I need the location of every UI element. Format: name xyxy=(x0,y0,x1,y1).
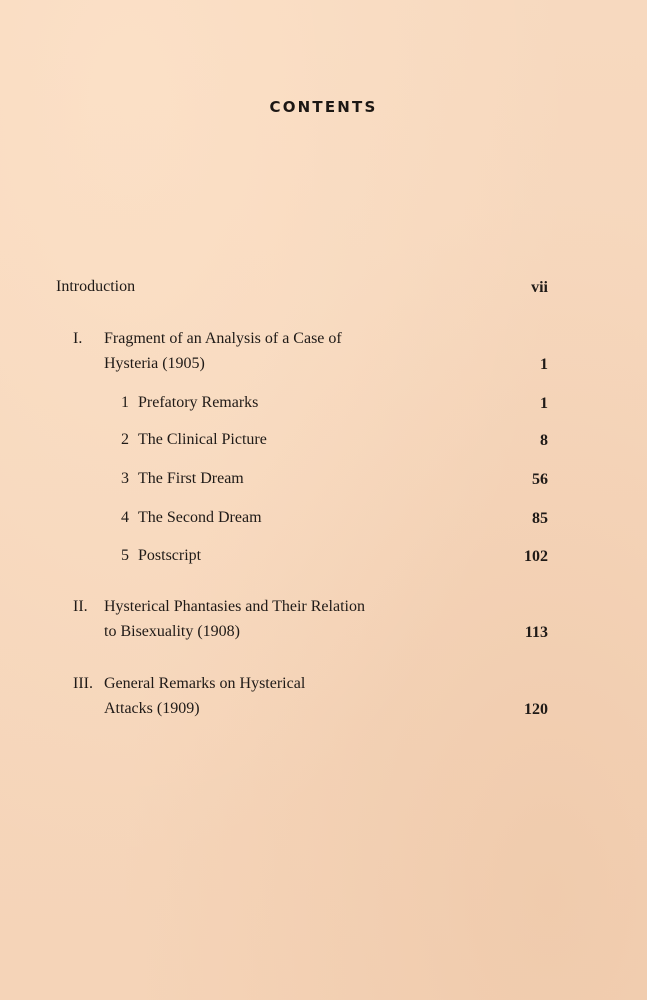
part-title-line-1: General Remarks on Hysterical xyxy=(104,675,306,692)
part-title-line-2: Hysteria (1905) xyxy=(104,355,205,372)
toc-page-number: 113 xyxy=(524,624,548,641)
part-numeral: I. xyxy=(73,330,83,347)
part-numeral: III. xyxy=(73,675,93,692)
part-title-line-1: Fragment of an Analysis of a Case of xyxy=(104,330,342,347)
toc-page-number: 102 xyxy=(524,548,548,565)
chapter-title: Postscript xyxy=(138,547,202,564)
part-title-line-1: Hysterical Phantasies and Their Relation xyxy=(104,598,365,615)
toc-title: Introduction xyxy=(56,278,136,295)
chapter-number: 5 xyxy=(121,547,129,564)
chapter-number: 2 xyxy=(121,431,129,448)
chapter-number: 3 xyxy=(121,470,129,487)
chapter-number: 4 xyxy=(121,509,129,526)
toc-page-number: 85 xyxy=(532,510,548,527)
part-title-line-2: to Bisexuality (1908) xyxy=(104,623,240,640)
toc-page-number: 120 xyxy=(524,701,548,718)
toc-page-number: 56 xyxy=(532,471,548,488)
part-title-line-2: Attacks (1909) xyxy=(104,700,200,717)
toc-page-number: 1 xyxy=(540,395,548,412)
contents-heading: CONTENTS xyxy=(269,98,378,116)
toc-page-number: 8 xyxy=(540,432,548,449)
chapter-number: 1 xyxy=(121,394,129,411)
toc-page-number: 1 xyxy=(540,356,548,373)
chapter-title: The Clinical Picture xyxy=(138,431,267,448)
chapter-title: The Second Dream xyxy=(138,509,262,526)
part-numeral: II. xyxy=(73,598,88,615)
chapter-title: The First Dream xyxy=(138,470,244,487)
toc-page-number: vii xyxy=(531,279,548,296)
chapter-title: Prefatory Remarks xyxy=(138,394,259,411)
